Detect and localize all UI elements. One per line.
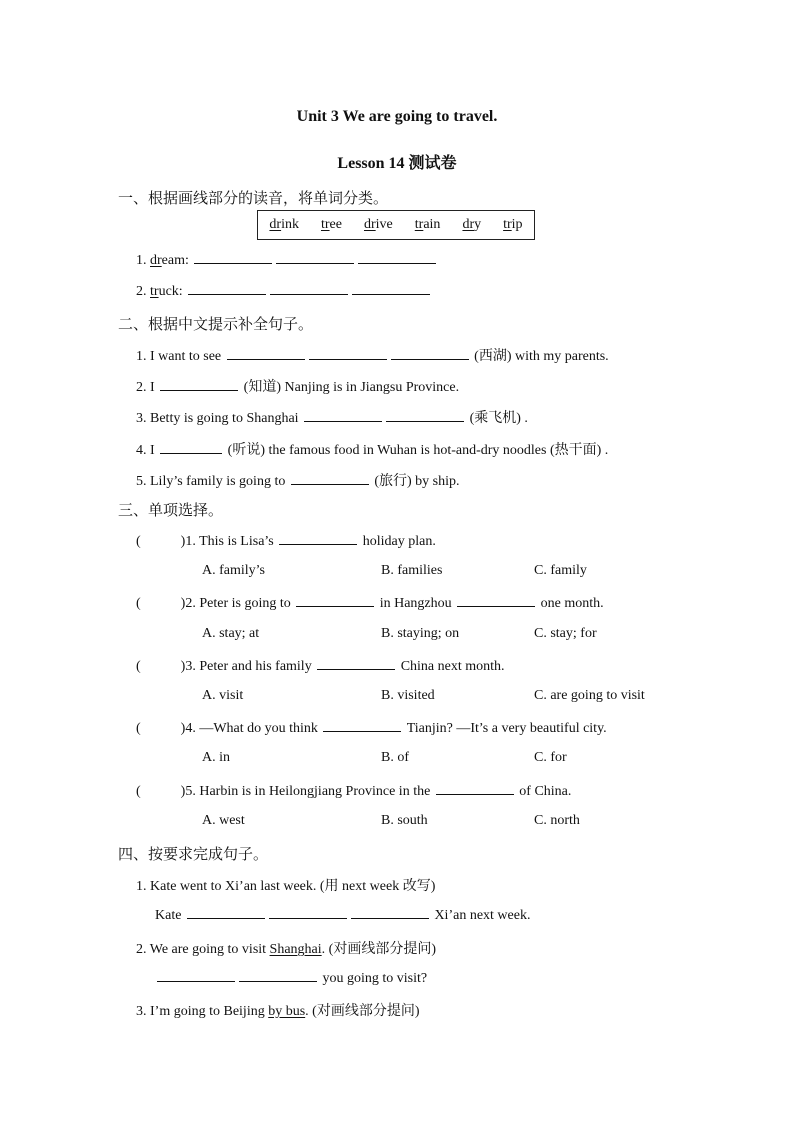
answer-blank[interactable] [436, 782, 514, 795]
s4-question-3: 3. I’m going to Beijing by bus. (对画线部分提问) [136, 1004, 420, 1019]
option-c: C. are going to visit [534, 688, 645, 703]
answer-blank[interactable] [227, 347, 305, 360]
answer-blank[interactable] [457, 594, 535, 607]
word-box [257, 210, 535, 240]
s4-answer-1: Kate Xi’an next week. [155, 908, 531, 923]
answer-blank[interactable] [291, 472, 369, 485]
answer-blank[interactable] [323, 719, 401, 732]
s1-question-2: 2. truck: [136, 282, 432, 300]
answer-blank[interactable] [391, 347, 469, 360]
s2-question-4: 4. I (听说) the famous food in Wuhan is hot-and-dry noodles (热干面) . [136, 443, 609, 458]
option-b: B. south [381, 813, 428, 828]
option-c: C. stay; for [534, 626, 597, 641]
word-dry: dry [462, 217, 482, 232]
option-a: A. family’s [202, 563, 265, 578]
s3-question-2: ( )2. Peter is going to in Hangzhou one month. [136, 596, 604, 611]
s3-question-1: ( )1. This is Lisa’s holiday plan. [136, 534, 436, 549]
s3-question-4: ( )4. —What do you think Tianjin? —It’s a very beautiful city. [136, 721, 607, 736]
option-c: C. north [534, 813, 580, 828]
answer-blank[interactable] [309, 347, 387, 360]
s2-question-1: 1. I want to see (西湖) with my parents. [136, 349, 609, 364]
option-b: B. staying; on [381, 626, 460, 641]
answer-blank[interactable] [358, 251, 436, 264]
answer-blank[interactable] [279, 532, 357, 545]
s3-question-3: ( )3. Peter and his family China next month. [136, 659, 505, 674]
unit-title: Unit 3 We are going to travel. [296, 108, 498, 125]
answer-blank[interactable] [188, 282, 266, 295]
word-drive: drive [363, 217, 393, 232]
word-drink: drink [269, 217, 299, 232]
answer-blank[interactable] [269, 906, 347, 919]
option-c: C. family [534, 563, 587, 578]
option-a: A. west [202, 813, 245, 828]
answer-blank[interactable] [160, 378, 238, 391]
s4-question-1: 1. Kate went to Xi’an last week. (用 next week 改写) [136, 879, 436, 894]
s3-question-5: ( )5. Harbin is in Heilongjiang Province in the of China. [136, 784, 572, 799]
answer-blank[interactable] [239, 969, 317, 982]
word-train: train [414, 217, 441, 232]
section-2-heading: 二、根据中文提示补全句子。 [118, 317, 314, 333]
answer-blank[interactable] [187, 906, 265, 919]
answer-blank[interactable] [157, 969, 235, 982]
option-b: B. visited [381, 688, 435, 703]
option-c: C. for [534, 750, 567, 765]
option-a: A. visit [202, 688, 244, 703]
s2-question-5: 5. Lily’s family is going to (旅行) by ship. [136, 474, 460, 489]
option-a: A. in [202, 750, 230, 765]
option-b: B. families [381, 563, 443, 578]
option-a: A. stay; at [202, 626, 260, 641]
section-4-heading: 四、按要求完成句子。 [118, 847, 269, 863]
answer-blank[interactable] [351, 906, 429, 919]
answer-blank[interactable] [276, 251, 354, 264]
s2-question-2: 2. I (知道) Nanjing is in Jiangsu Province. [136, 380, 460, 395]
s4-answer-2: you going to visit? [155, 969, 427, 987]
lesson-title: Lesson 14 测试卷 [337, 155, 457, 172]
answer-blank[interactable] [352, 282, 430, 295]
option-b: B. of [381, 750, 409, 765]
answer-blank[interactable] [317, 657, 395, 670]
answer-blank[interactable] [386, 409, 464, 422]
answer-blank[interactable] [160, 441, 222, 454]
answer-blank[interactable] [270, 282, 348, 295]
word-trip: trip [503, 217, 523, 232]
s2-question-3: 3. Betty is going to Shanghai (乘飞机) . [136, 411, 528, 426]
answer-blank[interactable] [194, 251, 272, 264]
word-tree: tree [320, 217, 342, 232]
s4-question-2: 2. We are going to visit Shanghai. (对画线部分提问) [136, 942, 436, 957]
answer-blank[interactable] [296, 594, 374, 607]
s1-question-1: 1. dream: [136, 251, 438, 269]
section-3-heading: 三、单项选择。 [118, 503, 224, 519]
answer-blank[interactable] [304, 409, 382, 422]
section-1-heading: 一、根据画线部分的读音，将单词分类。 [118, 191, 389, 207]
